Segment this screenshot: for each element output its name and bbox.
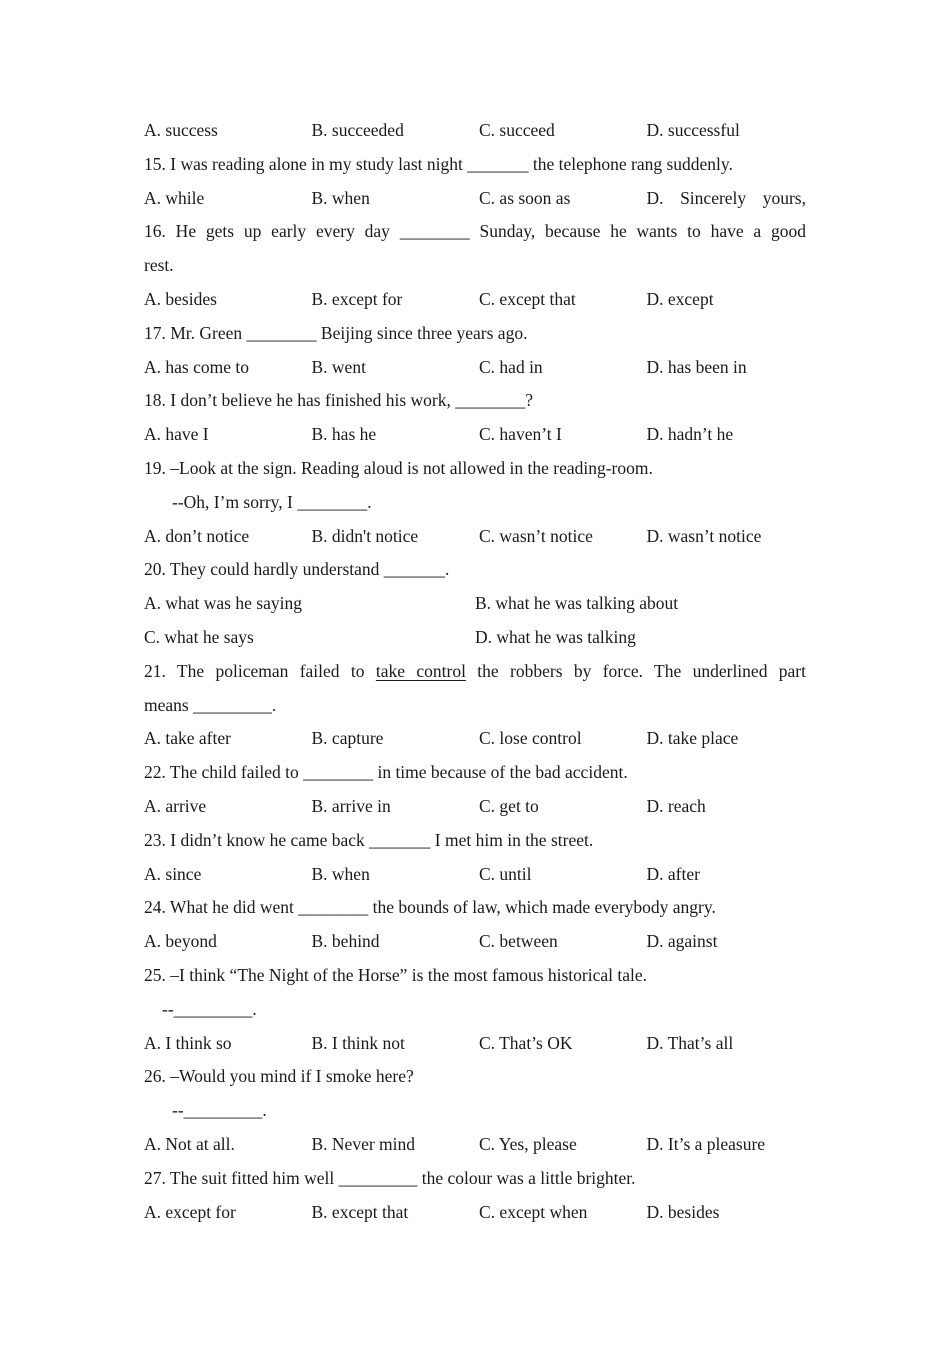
- option-b: B. except for: [311, 288, 403, 309]
- option-a: A. beyond: [144, 931, 217, 952]
- option-a: A. except for: [144, 1201, 236, 1222]
- option-b: B. I think not: [311, 1032, 405, 1053]
- q21-underlined-phrase: take control: [375, 660, 466, 681]
- option-c: C. haven’t I: [479, 424, 562, 445]
- option-b: B. what he was talking about: [475, 593, 679, 614]
- q20-stem: 20. They could hardly understand _______.: [144, 559, 450, 580]
- option-c: C. except when: [479, 1201, 588, 1222]
- option-c: C. except that: [479, 288, 576, 309]
- option-a: A. Not at all.: [144, 1133, 235, 1154]
- option-a: A. arrive: [144, 795, 207, 816]
- q17-stem: 17. Mr. Green ________ Beijing since three years ago.: [144, 322, 528, 343]
- q18-options: [144, 418, 806, 452]
- q26-stem-line1: 26. –Would you mind if I smoke here?: [144, 1066, 414, 1087]
- q21-stem-post: the robbers by force. The underlined part: [465, 660, 806, 681]
- option-d: D. what he was talking: [475, 626, 636, 647]
- option-b: B. except that: [311, 1201, 409, 1222]
- q27-options: [144, 1196, 806, 1230]
- option-c: C. wasn’t notice: [479, 525, 593, 546]
- option-a: A. has come to: [144, 356, 249, 377]
- option-d: D. That’s all: [646, 1032, 734, 1053]
- q19-options: [144, 520, 806, 554]
- q23-stem: 23. I didn’t know he came back _______ I met him in the street.: [144, 829, 594, 850]
- q25-options: [144, 1027, 806, 1061]
- q25-stem-line1: 25. –I think “The Night of the Horse” is the most famous historical tale.: [144, 964, 648, 985]
- option-c: C. get to: [479, 795, 539, 816]
- option-d: D. besides: [646, 1201, 720, 1222]
- q22-stem: 22. The child failed to ________ in time because of the bad accident.: [144, 762, 628, 783]
- q18-stem: 18. I don’t believe he has finished his work, ________?: [144, 390, 533, 411]
- option-a: A. since: [144, 863, 202, 884]
- q26-options: [144, 1128, 806, 1162]
- option-b: B. arrive in: [311, 795, 391, 816]
- option-a: A. I think so: [144, 1032, 232, 1053]
- option-d: D. except: [646, 288, 714, 309]
- q22-options: [144, 790, 806, 824]
- option-b: B. Never mind: [311, 1133, 416, 1154]
- q16-stem-line2: rest.: [144, 255, 174, 276]
- option-a: A. have I: [144, 424, 209, 445]
- option-b: B. when: [311, 863, 370, 884]
- q23-options: [144, 858, 806, 892]
- option-d: D. reach: [646, 795, 706, 816]
- option-d: D. take place: [646, 728, 739, 749]
- option-d: D. after: [646, 863, 700, 884]
- q20-options-row2: [144, 621, 806, 655]
- option-b: B. didn't notice: [311, 525, 419, 546]
- option-b: B. behind: [311, 931, 380, 952]
- option-c: C. as soon as: [479, 187, 571, 208]
- q21-options: [144, 722, 806, 756]
- option-a: A. don’t notice: [144, 525, 250, 546]
- option-a: A. while: [144, 187, 205, 208]
- q27-stem: 27. The suit fitted him well _________ the colour was a little brighter.: [144, 1167, 636, 1188]
- option-d: D. It’s a pleasure: [646, 1133, 766, 1154]
- q20-options-row1: [144, 587, 806, 621]
- option-b: B. has he: [311, 424, 377, 445]
- option-a: A. what was he saying: [144, 593, 302, 614]
- option-c: C. what he says: [144, 626, 254, 647]
- q26-stem-line2: --_________.: [172, 1100, 267, 1121]
- option-b: B. when: [311, 187, 370, 208]
- option-a: A. take after: [144, 728, 231, 749]
- option-b: B. capture: [311, 728, 384, 749]
- q19-stem-line1: 19. –Look at the sign. Reading aloud is not allowed in the reading-room.: [144, 457, 653, 478]
- q25-stem-line2: --_________.: [162, 998, 257, 1019]
- exam-page: [144, 114, 806, 1229]
- q21-stem-pre: 21. The policeman failed to: [144, 660, 376, 681]
- q21-stem-line1: [144, 655, 806, 689]
- q24-options: [144, 925, 806, 959]
- option-a: A. besides: [144, 288, 217, 309]
- option-c: C. had in: [479, 356, 543, 377]
- option-c: C. between: [479, 931, 558, 952]
- option-d: D. wasn’t notice: [646, 525, 762, 546]
- q17-options: [144, 351, 806, 385]
- q15-stem: 15. I was reading alone in my study last night _______ the telephone rang suddenly.: [144, 153, 733, 174]
- option-c: C. That’s OK: [479, 1032, 573, 1053]
- q19-stem-line2: --Oh, I’m sorry, I ________.: [172, 491, 372, 512]
- option-d: D. has been in: [646, 356, 747, 377]
- option-d: D. successful: [646, 120, 740, 140]
- q21-stem-line2: means _________.: [144, 694, 277, 715]
- option-d: D. against: [646, 931, 718, 952]
- q16-stem-line1: 16. He gets up early every day ________ Sunday, because he wants to have a good: [144, 221, 806, 242]
- option-c: C. succeed: [479, 120, 555, 140]
- option-d: D. hadn’t he: [646, 424, 734, 445]
- option-d: D. Sincerely yours,: [646, 187, 806, 208]
- q16-options: [144, 283, 806, 317]
- option-c: C. Yes, please: [479, 1133, 577, 1154]
- option-c: C. until: [479, 863, 532, 884]
- option-b: B. succeeded: [311, 120, 404, 140]
- option-b: B. went: [311, 356, 366, 377]
- q14-options: [144, 114, 806, 148]
- q24-stem: 24. What he did went ________ the bounds of law, which made everybody angry.: [144, 897, 716, 918]
- q15-options: [144, 182, 806, 216]
- option-a: A. success: [144, 120, 218, 140]
- option-c: C. lose control: [479, 728, 582, 749]
